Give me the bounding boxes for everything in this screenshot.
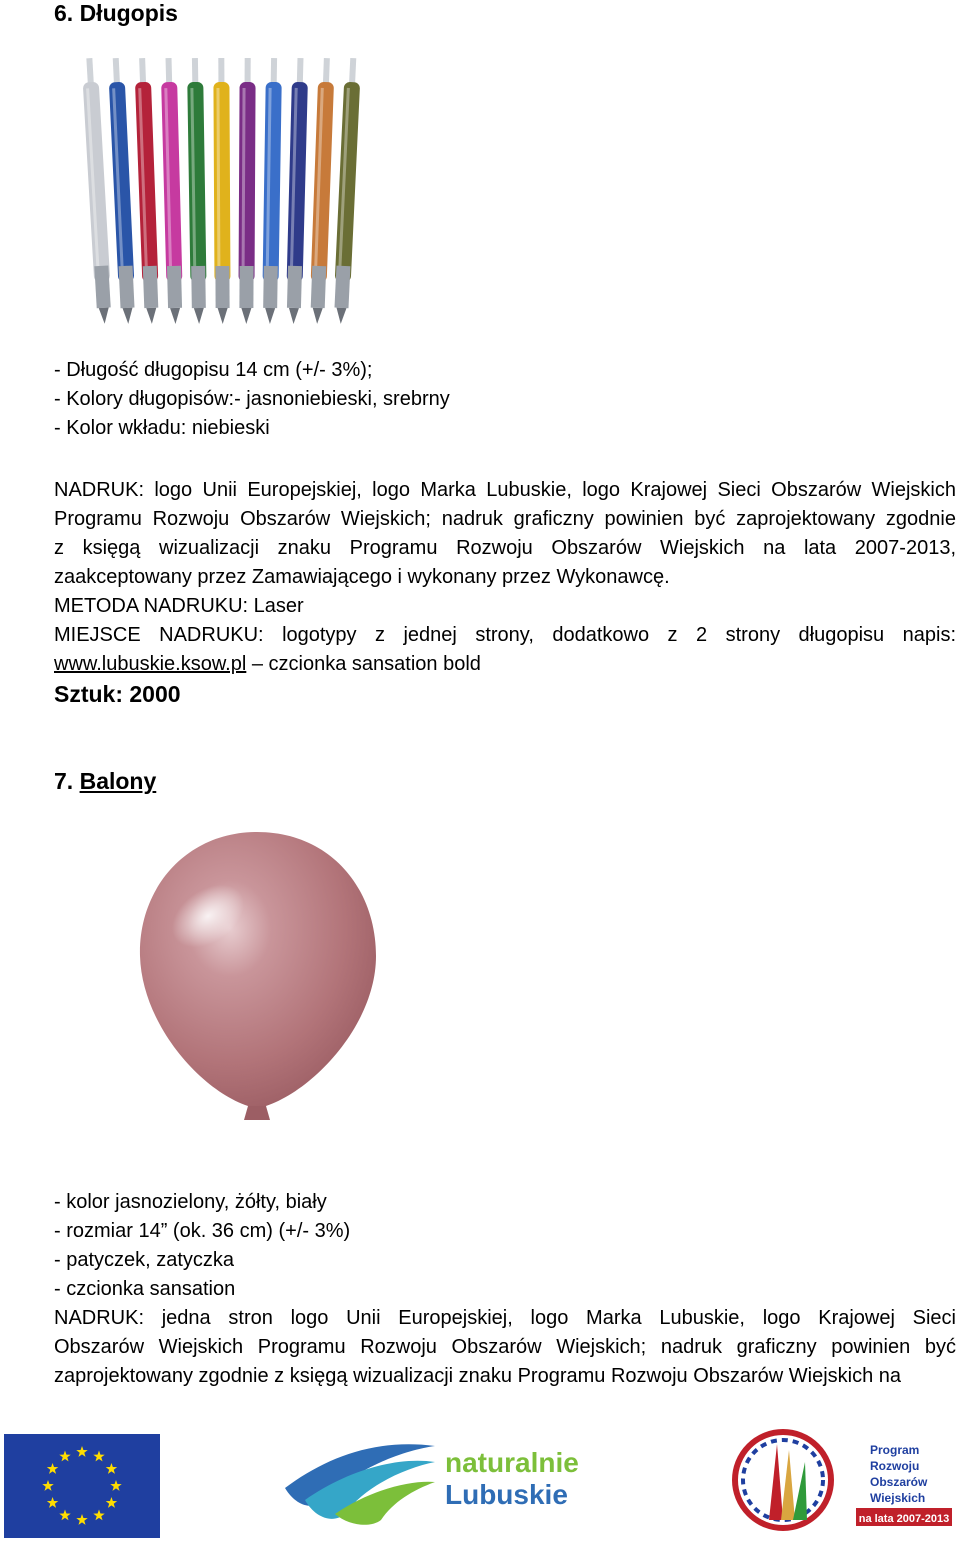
balloon-body xyxy=(140,832,376,1108)
pen-refill-line: - Kolor wkładu: niebieski xyxy=(54,417,270,439)
prow-line-1: Program xyxy=(870,1443,920,1457)
balloon-knot xyxy=(244,1106,270,1120)
pen-nadruk-line-4: zaakceptowany przez Zamawiającego i wykonany przez Wykonawcę. xyxy=(54,566,670,588)
prow-line-4: Wiejskich xyxy=(870,1491,926,1505)
balloon-photo xyxy=(130,828,385,1123)
pen xyxy=(161,58,184,324)
pen-nadruk-line-2: Programu Rozwoju Obszarów Wiejskich; nadruk graficzny powinien być zaprojektowany zgodnie xyxy=(54,508,956,530)
lubuskie-logo xyxy=(285,1428,595,1528)
pen xyxy=(83,58,113,324)
pen-link-line xyxy=(54,650,481,679)
balloon-nadruk-line-1: NADRUK: jedna stron logo Unii Europejskiej, logo Marka Lubuskie, logo Krajowej Sieci xyxy=(54,1307,956,1329)
section-6-heading: 6. Długopis xyxy=(54,0,178,26)
pen-length-line: - Długość długopisu 14 cm (+/- 3%); xyxy=(54,359,373,381)
pen xyxy=(309,58,335,324)
eu-flag-logo xyxy=(4,1434,160,1538)
balloon-font-line: - czcionka sansation xyxy=(54,1278,236,1300)
lubuskie-word-1: naturalnie xyxy=(445,1447,579,1478)
prow-logo xyxy=(728,1414,952,1540)
pen-placement-line: MIEJSCE NADRUKU: logotypy z jednej strony, dodatkowo z 2 strony długopisu napis: xyxy=(54,624,956,646)
prow-years: na lata 2007-2013 xyxy=(858,1513,950,1525)
balloon-nadruk-line-2: Obszarów Wiejskich Programu Rozwoju Obszarów Wiejskich; nadruk graficzny powinien być xyxy=(54,1336,956,1358)
balloon-stick-line: - patyczek, zatyczka xyxy=(54,1249,235,1271)
pen-nadruk-line-1: NADRUK: logo Unii Europejskiej, logo Marka Lubuskie, logo Krajowej Sieci Obszarów Wiejskich xyxy=(54,479,956,501)
pen xyxy=(134,58,160,324)
pen xyxy=(108,58,137,324)
prow-line-3: Obszarów xyxy=(870,1475,928,1489)
balloon-nadruk-line-3: zaprojektowany zgodnie z księgą wizualizacji znaku Programu Rozwoju Obszarów Wiejskich na xyxy=(54,1365,902,1387)
pen xyxy=(187,58,207,324)
balloon-size-line: - rozmiar 14” (ok. 36 cm) (+/- 3%) xyxy=(54,1220,351,1242)
pens-photo xyxy=(83,54,361,328)
prow-emblem xyxy=(735,1432,831,1528)
font-note: – czcionka sansation bold xyxy=(246,653,481,675)
pen xyxy=(286,58,309,324)
pen xyxy=(333,58,361,324)
pen xyxy=(213,58,230,324)
section-7-heading: 7. Balony xyxy=(54,768,157,794)
pen-colors-line: - Kolory długopisów:- jasnoniebieski, srebrny xyxy=(54,388,450,410)
pen-nadruk-line-3: z księgą wizualizacji znaku Programu Rozwoju Obszarów Wiejskich na lata 2007-2013, xyxy=(54,537,956,559)
lubuskie-word-2: Lubuskie xyxy=(445,1479,568,1510)
prow-line-2: Rozwoju xyxy=(870,1459,920,1473)
pen xyxy=(238,58,255,324)
pen-method-line: METODA NADRUKU: Laser xyxy=(54,595,304,617)
pen xyxy=(262,58,282,324)
ksow-link[interactable]: www.lubuskie.ksow.pl xyxy=(54,653,247,675)
balloon-color-line: - kolor jasnozielony, żółty, biały xyxy=(54,1191,327,1213)
pen-quantity: Sztuk: 2000 xyxy=(54,681,181,707)
